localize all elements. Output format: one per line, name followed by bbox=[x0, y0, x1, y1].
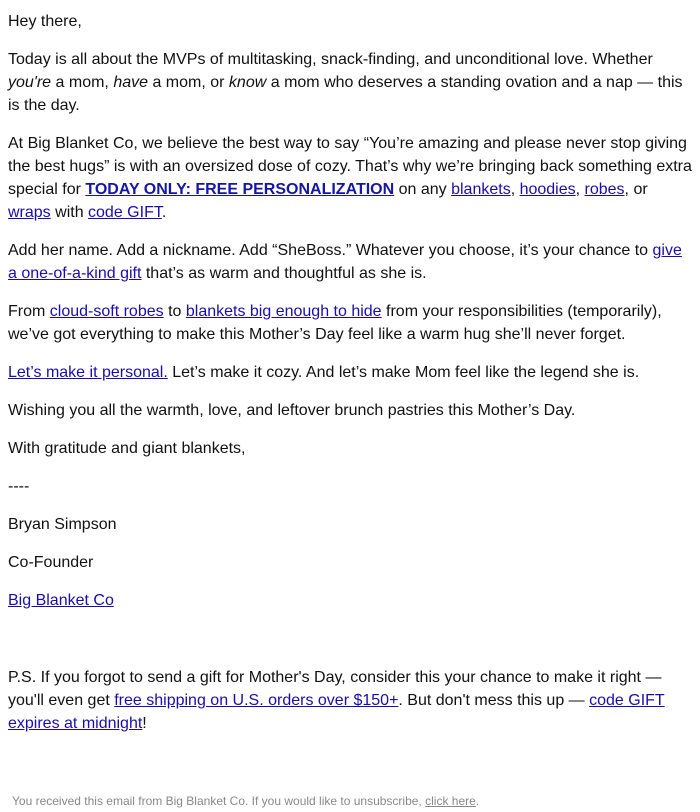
free-personalization-link[interactable]: TODAY ONLY: FREE PERSONALIZATION bbox=[85, 181, 395, 198]
greeting: Hey there, bbox=[8, 13, 82, 30]
cta-paragraph: Let’s make it personal. Let’s make it cozy. And let’s make Mom feel like the legend she is. bbox=[8, 364, 640, 381]
make-it-personal-link[interactable]: Let’s make it personal. bbox=[8, 364, 168, 381]
divider: ---- bbox=[8, 478, 30, 495]
robes-link[interactable]: robes bbox=[584, 181, 625, 198]
products-paragraph: From cloud-soft robes to blankets big enough to hide from your responsibilities (temporarily), we’ve got everything to make this Mother’s Day feel like a warm hug she’ll never forget. bbox=[8, 303, 662, 343]
one-of-a-kind-gift-link[interactable]: give a one-of-a-kind gift bbox=[8, 242, 682, 282]
wishes-paragraph: Wishing you all the warmth, love, and leftover brunch pastries this Mother’s Day. bbox=[8, 402, 576, 419]
personalize-paragraph: Add her name. Add a nickname. Add “SheBoss.” Whatever you choose, it’s your chance to give a one-of-a-kind gift that’s as warm and thoughtful as she is. bbox=[8, 242, 682, 282]
free-shipping-link[interactable]: free shipping on U.S. orders over $150+ bbox=[114, 692, 399, 709]
signature-company bbox=[8, 589, 692, 612]
unsubscribe-footer: You received this email from Big Blanket Co. If you would like to unsubscribe, click here. bbox=[12, 794, 480, 808]
signature-name: Bryan Simpson bbox=[8, 516, 117, 533]
big-blanket-co-link[interactable]: Big Blanket Co bbox=[8, 592, 114, 609]
intro-paragraph: Today is all about the MVPs of multitasking, snack-finding, and unconditional love. Whether you're a mom, have a mom, or know a mom who deserves a standing ovation and a nap — this is the day. bbox=[8, 51, 683, 114]
hoodies-link[interactable]: hoodies bbox=[519, 181, 576, 198]
closing-line: With gratitude and giant blankets, bbox=[8, 440, 246, 457]
big-blankets-link[interactable]: blankets big enough to hide bbox=[185, 303, 382, 320]
code-gift-link[interactable]: code GIFT bbox=[88, 204, 162, 221]
wraps-link[interactable]: wraps bbox=[8, 204, 51, 221]
cloud-soft-robes-link[interactable]: cloud-soft robes bbox=[49, 303, 164, 320]
spacer bbox=[8, 627, 692, 666]
ps-paragraph: P.S. If you forgot to send a gift for Mother's Day, consider this your chance to make it right — you'll even get free shipping on U.S. orders over $150+. But don't mess this up — code GIFT expires at midnight! bbox=[8, 669, 665, 732]
signature-title: Co-Founder bbox=[8, 554, 94, 571]
offer-paragraph: At Big Blanket Co, we believe the best way to say “You’re amazing and please never stop giving the best hugs” is with an oversized dose of cozy. That’s why we’re bringing back something extra special for TODAY ONLY: FREE PERSONALIZATION on any blankets, hoodies, robes, or wraps with code GIFT. bbox=[8, 135, 692, 221]
unsubscribe-link[interactable]: click here bbox=[425, 794, 476, 808]
blankets-link[interactable]: blankets bbox=[451, 181, 511, 198]
code-expires-link[interactable]: code GIFT expires at midnight bbox=[8, 692, 665, 732]
